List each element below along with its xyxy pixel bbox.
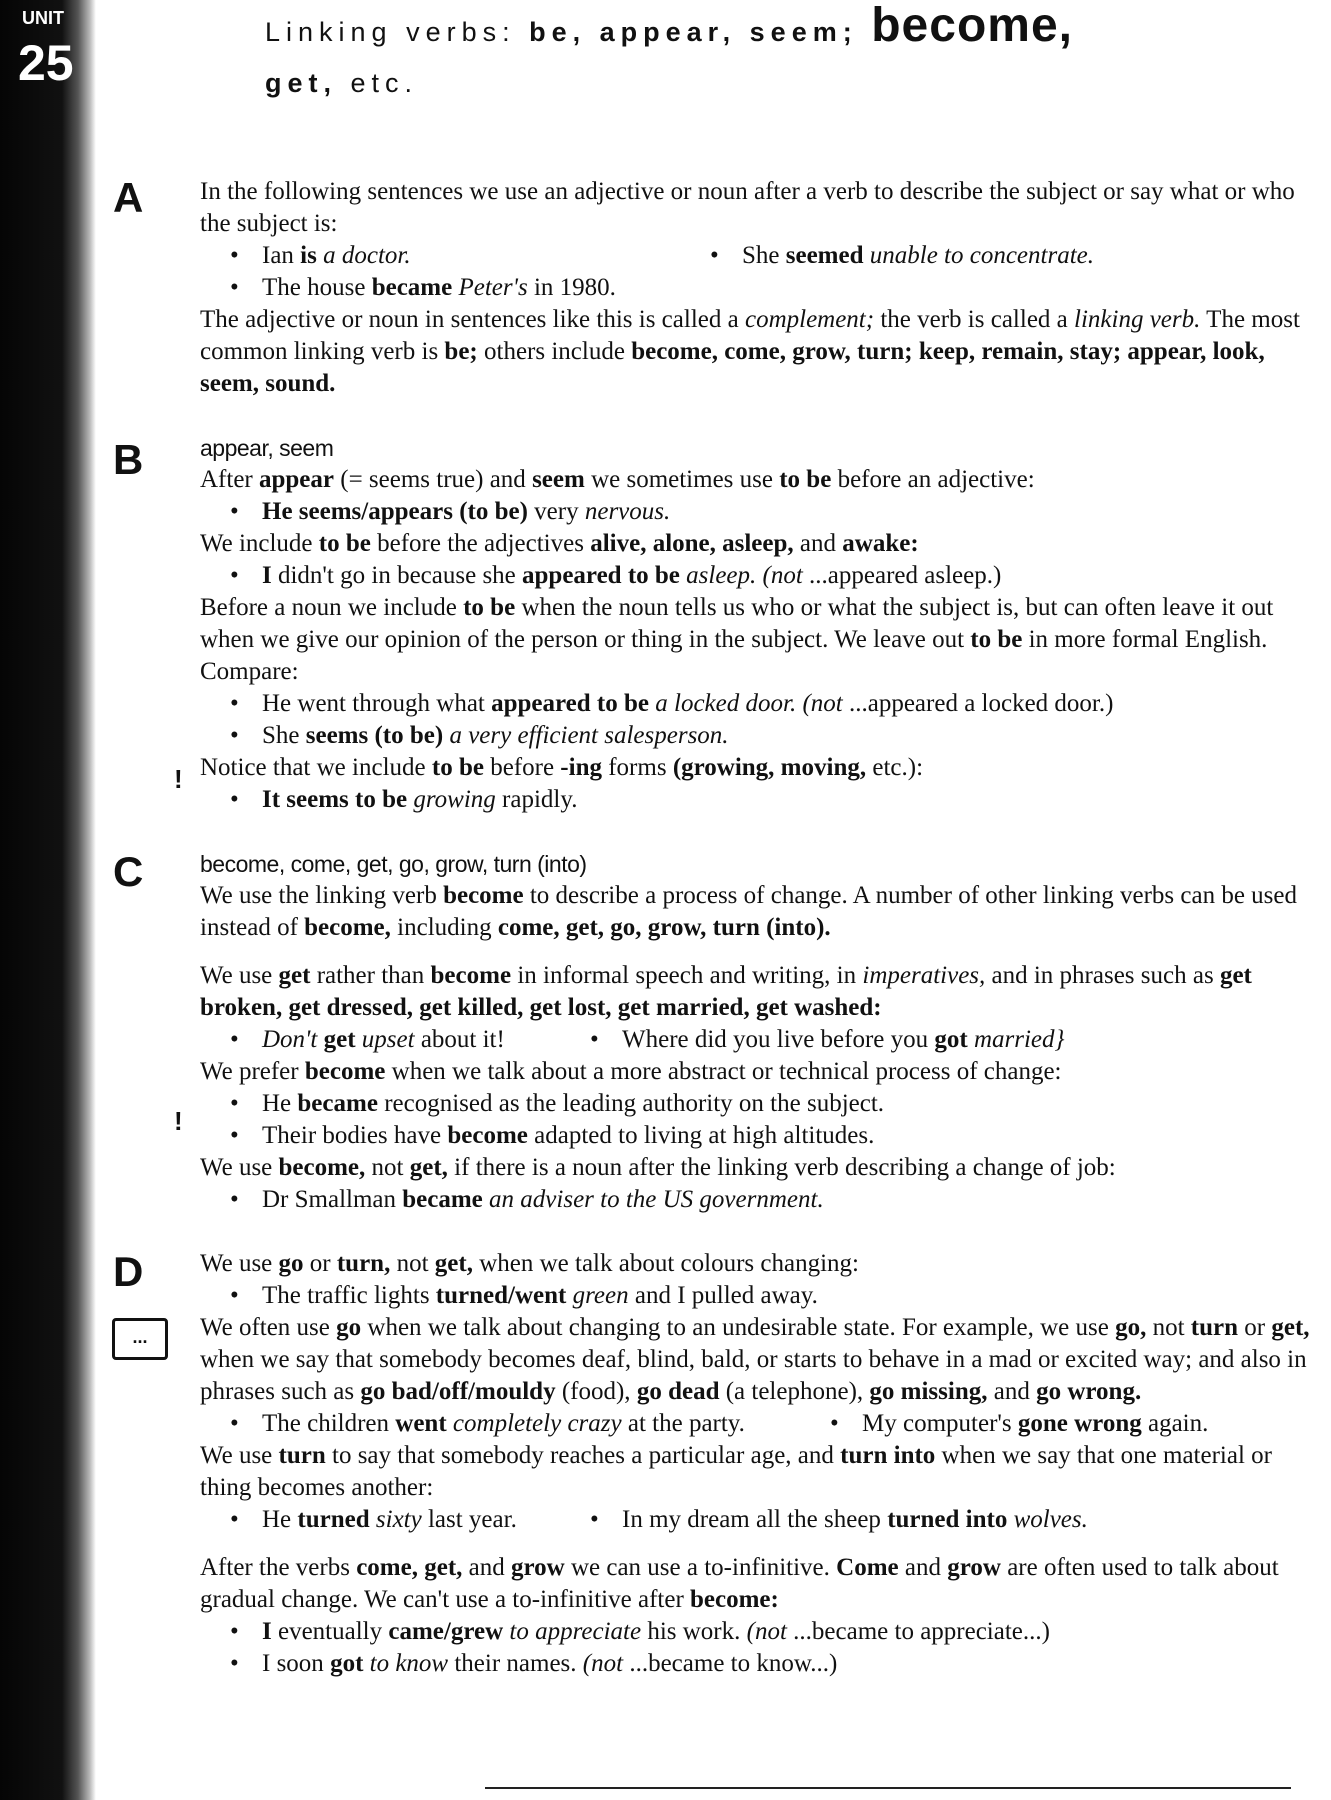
spacer — [200, 944, 1310, 960]
page-content — [200, 176, 1310, 1680]
example: • My computer's gone wrong again. — [830, 1410, 1209, 1437]
title-line2-bold: get, — [265, 68, 338, 98]
section-b — [200, 432, 1310, 816]
section-d-paragraph-4: After the verbs come, get, and grow we can use a to-infinitive. Come and grow are often used to talk about gradual change. We can't use a to-infinitive after become: — [200, 1554, 1279, 1613]
unit-number: 25 — [18, 35, 74, 91]
unit-label: UNIT — [22, 8, 64, 28]
title-prefix: Linking verbs: — [265, 17, 530, 47]
notice-exclamation-icon: ! — [174, 764, 183, 794]
title-words: be, appear, seem; — [529, 17, 858, 47]
ellipsis-box-icon: ... — [112, 1318, 168, 1360]
footer-rule — [485, 1787, 1291, 1789]
example-row — [200, 1408, 1310, 1440]
example: • In my dream all the sheep turned into wolves. — [590, 1506, 1088, 1533]
section-letter-b: B — [113, 436, 144, 483]
section-letter-c: C — [113, 848, 144, 895]
section-d-paragraph-3: We use turn to say that somebody reaches a particular age, and turn into when we say that one material or thing becomes another: — [200, 1442, 1272, 1501]
title-big-word: become, — [871, 0, 1073, 52]
section-a-intro: In the following sentences we use an adjective or noun after a verb to describe the subject or say what or who the subject is: — [200, 178, 1295, 237]
example: • I eventually came/grew to appreciate his work. (not ...became to appreciate...) — [230, 1618, 1050, 1645]
example-row — [200, 1504, 1310, 1536]
example: • The children went completely crazy at the party. — [230, 1410, 745, 1437]
section-d-paragraph-1: We use go or turn, not get, when we talk about colours changing: — [200, 1250, 859, 1277]
page-title — [265, 0, 1305, 108]
example: • He went through what appeared to be a locked door. (not ...appeared a locked door.) — [230, 690, 1114, 717]
section-a-paragraph-2: The adjective or noun in sentences like this is called a complement; the verb is called a linking verb. The most common linking verb is be; others include become, come, grow, turn; keep, remain, stay; appear, look, seem, sound. — [200, 306, 1300, 397]
example: • I soon got to know their names. (not ...became to know...) — [230, 1650, 838, 1677]
example: • She seems (to be) a very efficient salesperson. — [230, 722, 729, 749]
page-spine-shadow — [0, 0, 96, 1800]
example: • Their bodies have become adapted to living at high altitudes. — [230, 1122, 875, 1149]
spacer — [200, 1536, 1310, 1552]
title-line2-rest: etc. — [337, 68, 419, 98]
section-b-paragraph-4: Notice that we include to be before -ing forms (growing, moving, etc.): — [200, 754, 924, 781]
example: • Ian is a doctor. — [230, 242, 411, 269]
section-c-paragraph-4: We use become, not get, if there is a noun after the linking verb describing a change of job: — [200, 1154, 1116, 1181]
example: • I didn't go in because she appeared to be asleep. (not ...appeared asleep.) — [230, 562, 1002, 589]
section-b-heading: appear, seem — [200, 435, 334, 461]
example: • It seems to be growing rapidly. — [230, 786, 578, 813]
section-d — [200, 1248, 1310, 1680]
example: • He became recognised as the leading authority on the subject. — [230, 1090, 885, 1117]
example: • Where did you live before you got married} — [590, 1026, 1065, 1053]
example-row — [200, 1024, 1310, 1056]
section-c-paragraph-3: We prefer become when we talk about a more abstract or technical process of change: — [200, 1058, 1062, 1085]
section-a — [200, 176, 1310, 400]
section-c — [200, 848, 1310, 1216]
example: • He seems/appears (to be) very nervous. — [230, 498, 671, 525]
example: • He turned sixty last year. — [230, 1506, 517, 1533]
example-row — [200, 240, 1310, 272]
example: • Dr Smallman became an adviser to the US government. — [230, 1186, 824, 1213]
section-b-paragraph-3: Before a noun we include to be when the noun tells us who or what the subject is, but can often leave it out when we give our opinion of the person or thing in the subject. We leave out to be in more formal English. Compare: — [200, 594, 1274, 685]
section-letter-d: D — [113, 1248, 144, 1295]
section-d-paragraph-2: We often use go when we talk about changing to an undesirable state. For example, we use go, not turn or get, when we say that somebody becomes deaf, blind, bald, or starts to behave in a mad or excited way; and also in phrases such as go bad/off/mouldy (food), go dead (a telephone), go missing, and go wrong. — [200, 1314, 1310, 1405]
example: • The traffic lights turned/went green and I pulled away. — [230, 1282, 818, 1309]
section-c-paragraph-1: We use the linking verb become to describe a process of change. A number of other linking verbs can be used instead of become, including come, get, go, grow, turn (into). — [200, 882, 1297, 941]
example: • Don't get upset about it! — [230, 1026, 505, 1053]
notice-exclamation-icon-2: ! — [174, 1106, 183, 1136]
section-c-paragraph-2: We use get rather than become in informal speech and writing, in imperatives, and in phrases such as get broken, get dressed, get killed, get lost, get married, get washed: — [200, 962, 1252, 1021]
section-b-paragraph-2: We include to be before the adjectives alive, alone, asleep, and awake: — [200, 530, 919, 557]
section-c-heading: become, come, get, go, grow, turn (into) — [200, 851, 587, 877]
example: • The house became Peter's in 1980. — [230, 274, 616, 301]
section-b-paragraph-1: After appear (= seems true) and seem we sometimes use to be before an adjective: — [200, 466, 1035, 493]
example: • She seemed unable to concentrate. — [710, 242, 1094, 269]
section-letter-a: A — [113, 174, 144, 221]
